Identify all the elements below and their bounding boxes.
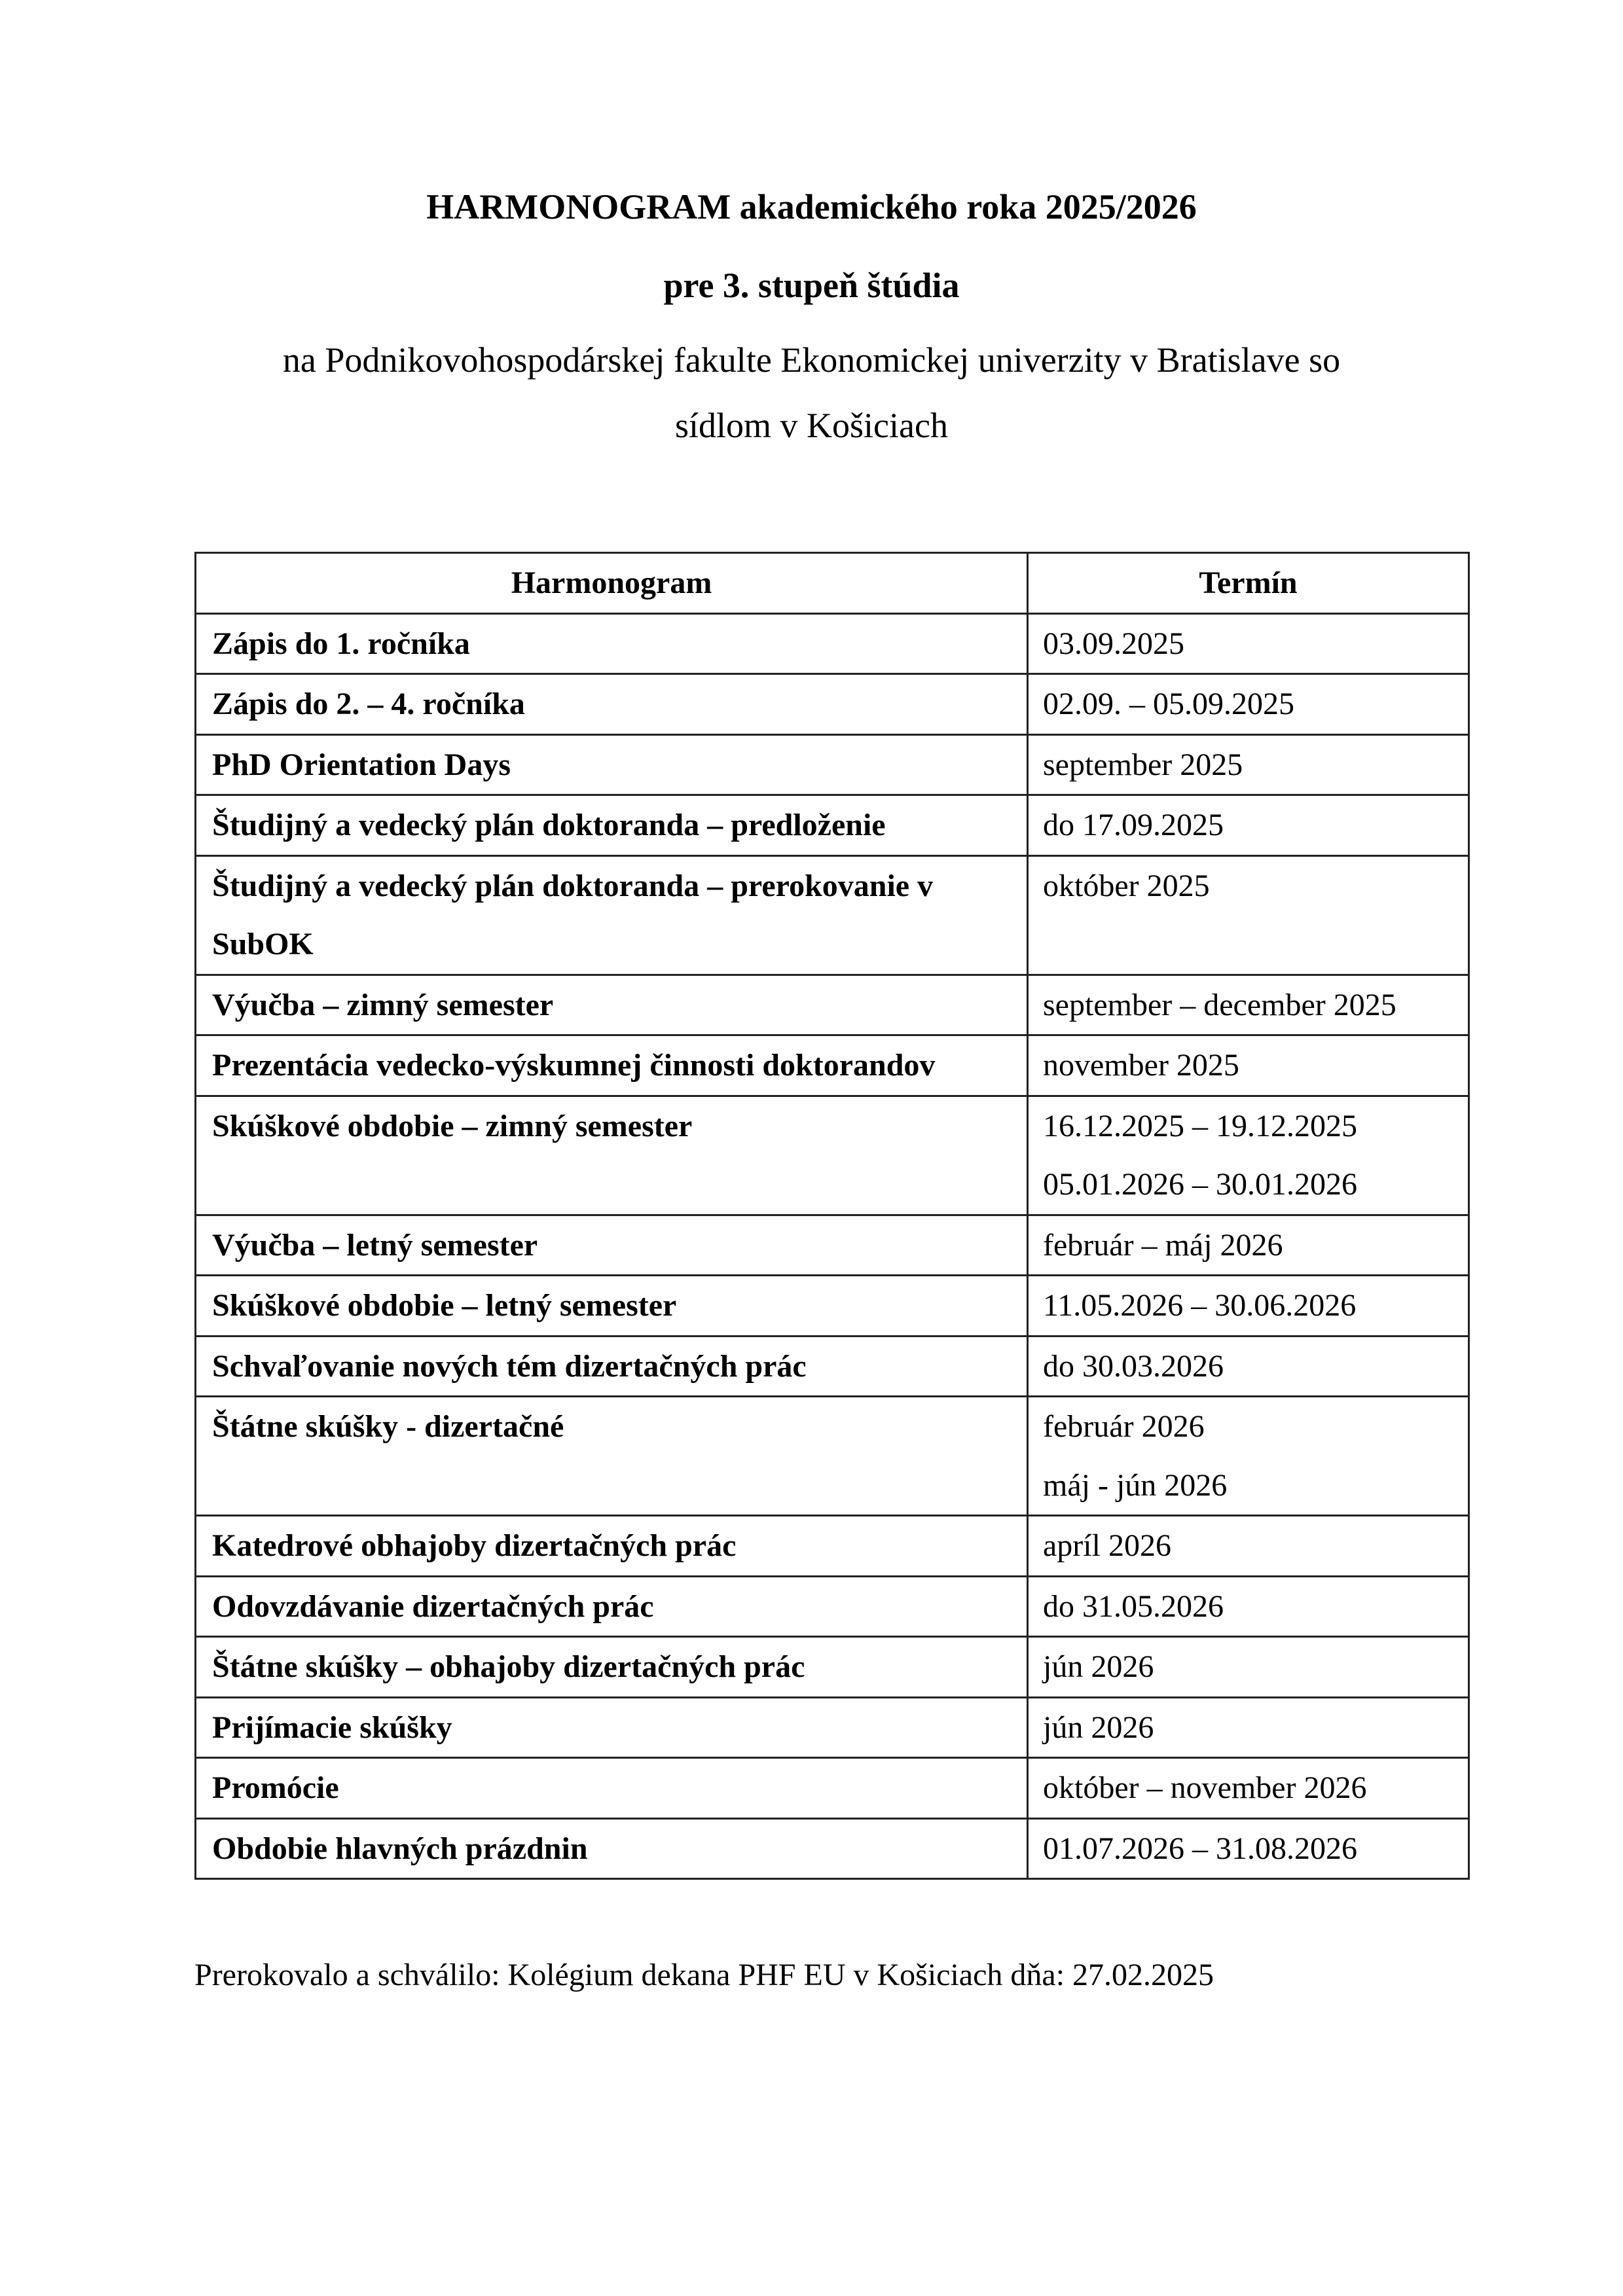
table-header-row (196, 553, 1469, 614)
term-cell (1028, 1576, 1469, 1637)
term-cell (1028, 1035, 1469, 1096)
table-row (196, 1035, 1469, 1096)
activity-cell: Výučba – zimný semester (196, 975, 1028, 1035)
term-cell (1028, 1336, 1469, 1397)
table-row (196, 1697, 1469, 1758)
term-cell (1028, 1215, 1469, 1276)
term-line: 03.09.2025 (1043, 626, 1184, 661)
header-harmonogram: Harmonogram (196, 553, 1028, 614)
term-line: jún 2026 (1043, 1710, 1154, 1745)
table-row (196, 795, 1469, 856)
faculty-description (0, 327, 1623, 458)
term-line: do 17.09.2025 (1043, 808, 1224, 842)
table-row (196, 1096, 1469, 1215)
term-line: september 2025 (1043, 747, 1243, 782)
table-row (196, 1516, 1469, 1577)
table-row (196, 734, 1469, 795)
term-cell (1028, 1697, 1469, 1758)
faculty-line-2: sídlom v Košiciach (675, 406, 948, 445)
header-termin: Termín (1028, 553, 1469, 614)
table-row (196, 674, 1469, 735)
activity-cell: Obdobie hlavných prázdnin (196, 1818, 1028, 1879)
term-line: 02.09. – 05.09.2025 (1043, 687, 1294, 721)
term-line: 11.05.2026 – 30.06.2026 (1043, 1288, 1357, 1323)
term-cell (1028, 1516, 1469, 1577)
term-line: 01.07.2026 – 31.08.2026 (1043, 1831, 1357, 1866)
term-cell (1028, 975, 1469, 1035)
activity-cell: Štátne skúšky – obhajoby dizertačných prác (196, 1637, 1028, 1698)
term-cell (1028, 613, 1469, 674)
activity-cell: Promócie (196, 1758, 1028, 1819)
table-row (196, 1336, 1469, 1397)
term-cell (1028, 674, 1469, 735)
table-row (196, 1758, 1469, 1819)
term-line: november 2025 (1043, 1048, 1239, 1083)
term-cell (1028, 1397, 1469, 1516)
activity-cell: Študijný a vedecký plán doktoranda – prerokovanie v SubOK (196, 855, 1028, 975)
term-line: do 31.05.2026 (1043, 1588, 1224, 1624)
term-line: október – november 2026 (1043, 1770, 1367, 1805)
activity-cell: Zápis do 2. – 4. ročníka (196, 674, 1028, 735)
activity-cell: PhD Orientation Days (196, 734, 1028, 795)
activity-cell: Skúškové obdobie – letný semester (196, 1276, 1028, 1336)
table-row (196, 1397, 1469, 1516)
activity-cell: Štátne skúšky - dizertačné (196, 1397, 1028, 1516)
table-row (196, 1637, 1469, 1698)
term-line: február – máj 2026 (1043, 1227, 1283, 1263)
term-cell (1028, 734, 1469, 795)
table-row (196, 1215, 1469, 1276)
activity-cell: Študijný a vedecký plán doktoranda – predloženie (196, 795, 1028, 856)
term-line: 16.12.2025 – 19.12.2025 (1043, 1108, 1357, 1143)
activity-cell: Odovzdávanie dizertačných prác (196, 1576, 1028, 1637)
table-row (196, 613, 1469, 674)
term-cell (1028, 1758, 1469, 1819)
term-line: 05.01.2026 – 30.01.2026 (1043, 1167, 1357, 1202)
document-subtitle: pre 3. stupeň štúdia (663, 266, 960, 305)
faculty-line-1: na Podnikovohospodárskej fakulte Ekonomickej univerzity v Bratislave so (282, 340, 1341, 380)
activity-cell: Schvaľovanie nových tém dizertačných prác (196, 1336, 1028, 1397)
term-line: jún 2026 (1043, 1649, 1154, 1684)
term-line: september – december 2025 (1043, 987, 1396, 1022)
term-cell (1028, 1637, 1469, 1698)
table-row (196, 855, 1469, 975)
schedule-table (194, 552, 1470, 1880)
term-cell (1028, 1096, 1469, 1215)
approval-note: Prerokovalo a schválilo: Kolégium dekana PHF EU v Košiciach dňa: 27.02.2025 (194, 1958, 1214, 1992)
table-row (196, 1276, 1469, 1336)
document-title: HARMONOGRAM akademického roka 2025/2026 (426, 187, 1197, 226)
term-line: február 2026 (1043, 1409, 1205, 1444)
table-row (196, 1576, 1469, 1637)
table-row (196, 975, 1469, 1035)
term-line: október 2025 (1043, 868, 1210, 903)
term-line: do 30.03.2026 (1043, 1348, 1224, 1384)
activity-cell: Katedrové obhajoby dizertačných prác (196, 1516, 1028, 1577)
table-row (196, 1818, 1469, 1879)
activity-cell: Prijímacie skúšky (196, 1697, 1028, 1758)
activity-cell: Prezentácia vedecko-výskumnej činnosti doktorandov (196, 1035, 1028, 1096)
term-cell (1028, 1818, 1469, 1879)
term-line: máj - jún 2026 (1043, 1467, 1228, 1503)
term-cell (1028, 795, 1469, 856)
activity-cell: Zápis do 1. ročníka (196, 613, 1028, 674)
term-cell (1028, 1276, 1469, 1336)
term-cell (1028, 855, 1469, 975)
activity-cell: Skúškové obdobie – zimný semester (196, 1096, 1028, 1215)
term-line: apríl 2026 (1043, 1528, 1171, 1563)
activity-cell: Výučba – letný semester (196, 1215, 1028, 1276)
